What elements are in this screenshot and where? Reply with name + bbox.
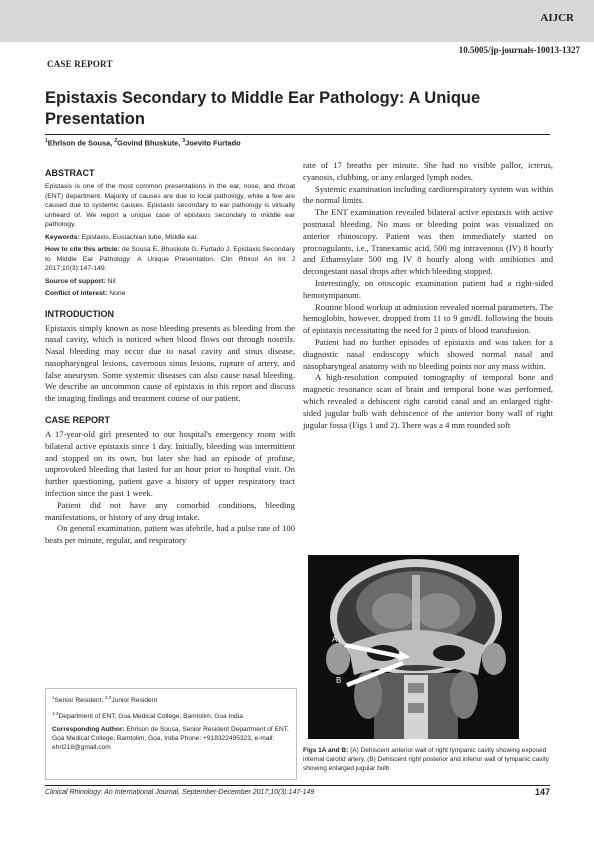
doi[interactable]: 10.5005/jp-journals-10013-1327 (458, 45, 580, 55)
page-number: 147 (534, 787, 550, 797)
title-divider (45, 134, 550, 135)
body-paragraph: Routine blood workup at admission revealed normal parameters. The hemoglobin, however, dropped from 11 to 9 gm/dL following the bouts of epistaxis necessitating the need for 2 pints of blood transfusion. (303, 301, 553, 336)
ct-scan-figure (308, 555, 519, 739)
author-affiliation-marker: 3 (182, 138, 186, 144)
support-value: Nil (105, 277, 116, 285)
keywords-label: Keywords: (45, 233, 80, 241)
citation (45, 245, 295, 274)
conflict-label: Conflict of interest: (45, 290, 108, 297)
keywords (45, 233, 295, 243)
abstract-text: Epistaxis is one of the most common presentations in the ear, nose, and throat (ENT) department. Majority of causes are due to local pathology, while a few are caused due to systemic causes. Epistaxis secondary to ear pathology is virtually unheard of. We report a unique case of epistaxis secondary to middle ear pathology. (45, 183, 295, 228)
role-text: Senior Resident, (54, 697, 106, 705)
body-paragraph: The ENT examination revealed bilateral active epistaxis with active postnasal bleeding. No mass or bleeding point was visualized on anterior rhinoscopy. Patient was then immediately started on procoagulants, i.e., Tranexamic acid, 500 mg intravenous (IV) 8 hourly and Ethamsylate 500 mg IV 8 hourly along with antibiotics and decongestant nasal drops after which bleeding stopped. (303, 207, 553, 277)
figure-label-b: B (336, 676, 342, 685)
figure-caption (303, 746, 553, 773)
conflict-value: None (107, 290, 126, 297)
case-paragraph: A 17-year-old girl presented to our hospital's emergency room with bilateral active epistaxis since 1 day. Initially, bleeding was intermittent and stopped on its own, but later she had an episode of profuse, unprovoked bleeding that lasted for an hour prior to hospital visit. On further questioning, patient gave a history of upper respiratory tract infection since the past 1 week. (45, 429, 295, 499)
article-type-label: CASE REPORT (47, 59, 113, 69)
citation-value: de Sousa E, Bhuskute G, Furtado J. Epistaxis Secondary to Middle Ear Pathology: A Unique Presentation. Clin Rhinol An Int J 2017;10(3):147-149. (45, 246, 295, 272)
corresponding-author (52, 725, 290, 752)
right-column (303, 160, 553, 431)
support-label: Source of support: (45, 277, 106, 285)
footer-divider (45, 785, 550, 786)
journal-abbreviation: AIJCR (540, 12, 574, 24)
case-report-heading: CASE REPORT (45, 415, 111, 426)
citation-label: How to cite this article: (45, 246, 120, 253)
body-paragraph: rate of 17 breaths per minute. She had no visible pallor, icterus, cyanosis, clubbing, or any enlarged lymph nodes. (303, 160, 553, 182)
left-column (45, 164, 295, 547)
role-text: Junior Resident (111, 697, 158, 705)
author-name: Ehrlson de Sousa, (47, 138, 115, 148)
caption-text: (A) Dehiscent anterior wall of right tympanic cavity showing exposed internal carotid artery. (B) Dehiscent right posterior and inferior wall of tympanic cavity showing enlarged jugular bulb (303, 747, 549, 772)
source-of-support (45, 277, 295, 287)
introduction-text: Epistaxis simply known as nose bleeding presents as bleeding from the nasal cavity, which is noticed when blood flows out through nostrils. Nasal bleeding may occur due to nasal cavity and sinus disease, nasopharyngeal lesions, cavernous sinus lesions, rupture of artery, and false aneurysm. Some systemic diseases can also cause nasal bleeding. We describe an uncommon cause of epistaxis in this report and discuss the imaging findings and treatment course of our patient. (45, 322, 295, 404)
department-text: Department of ENT, Goa Medical College, Bamtolim, Goa India (58, 713, 243, 721)
author-roles (52, 693, 290, 705)
author-name: Joevito Furtado (185, 138, 241, 148)
body-paragraph: Systemic examination including cardiorespiratory system was within the normal limits. (303, 183, 553, 206)
case-paragraph: Patient did not have any comorbid conditions, bleeding manifestations, or history of any drug intake. (45, 499, 295, 522)
author-affiliation-marker: 2 (114, 138, 118, 144)
corresponding-label: Corresponding Author: (52, 726, 125, 734)
author-footnote-box (45, 688, 297, 780)
author-list (45, 138, 241, 147)
author-affiliation-marker: 1 (45, 138, 48, 144)
abstract-heading: ABSTRACT (45, 168, 95, 178)
body-paragraph: Interestingly, on otoscopic examination patient had a right-sided hemotympanum. (303, 277, 553, 300)
department-marker: 1-3 (52, 711, 59, 717)
footer-journal: Clinical Rhinology: An International Journal, September-December 2017;10(3):147-149 (45, 789, 315, 796)
introduction-heading: INTRODUCTION (45, 308, 114, 319)
author-name: Govind Bhuskute, (117, 138, 183, 148)
conflict-of-interest (45, 289, 295, 299)
header-bar (0, 0, 594, 42)
caption-label: Figs 1A and B: (303, 747, 349, 754)
body-paragraph: A high-resolution computed tomography of temporal bone and magnetic resonance scan of brain and temporal bone was performed, which revealed a dehiscent right carotid canal and an enlarged right-sided jugular bulb with dehiscence of the anterior bony wall of right jugular fossa (Figs 1 and 2). There was a 4 mm rounded soft (303, 372, 553, 430)
figure-label-a: A (332, 635, 338, 644)
keywords-value: Epistaxis, Eustachian tube, Middle ear. (79, 233, 199, 241)
role-marker: 2,3 (105, 695, 112, 700)
author-department (52, 709, 290, 721)
role-marker: 1 (52, 695, 55, 700)
article-title: Epistaxis Secondary to Middle Ear Pathology: A Unique Presentation (45, 89, 481, 128)
case-paragraph: On general examination, patient was afebrile, had a pulse rate of 100 beats per minute, regular, and respiratory (45, 523, 295, 546)
body-paragraph: Patient had no further episodes of epistaxis and was taken for a diagnostic nasal endoscopy which showed normal nasal and nasopharyngeal anatomy with no bleeding points nor any mass within. (303, 336, 553, 371)
corresponding-text: Ehrlson de Sousa, Senior Resident Department of ENT, Goa Medical College, Bamtolim, Goa, India Phone: +918322495323, e-mail: ehrl218@gmail.com (52, 726, 289, 752)
